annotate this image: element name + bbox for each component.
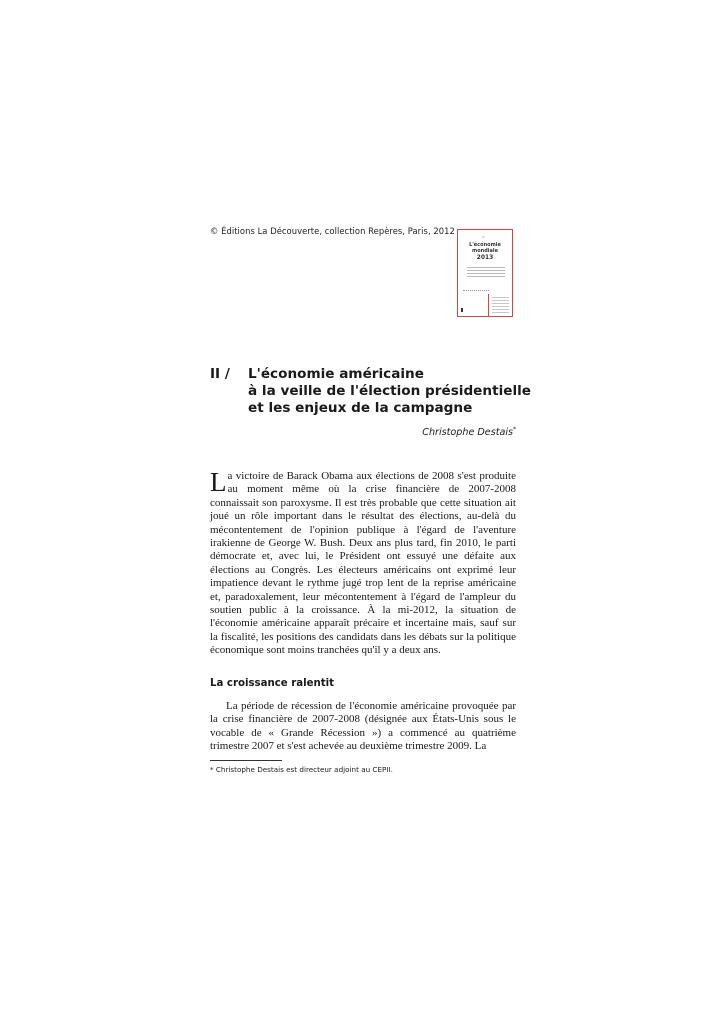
chapter-title-line: et les enjeux de la campagne (248, 400, 473, 416)
footnote: * Christophe Destais est directeur adjoint au CEPII. (210, 765, 393, 774)
section-heading: La croissance ralentit (210, 678, 335, 689)
author-footnote-marker: * (513, 426, 516, 433)
cover-title-line-1: L'économie (469, 242, 501, 248)
cover-dotted-line (463, 290, 489, 293)
intro-paragraph-text: a victoire de Barack Obama aux élections de 2008 s'est produite au moment même où la crise financière de 2007-2008 connaissait son paroxysme. Il est très probable que cette situation ait joué un rôle important dans le résultat des élections, au-delà du mécontentement de l'opinion publique à l'égard de l'aventure irakienne de George W. Bush. Deux ans plus tard, fin 2010, le parti démocrate et, avec lui, le Président ont essuyé une défaite aux élections au Congrès. Les électeurs américains ont exprimé leur impatience devant le rythme jugé trop lent de la reprise américaine et, paradoxalement, leur mécontentement à l'égard de l'ampleur du soutien public à la croissance. À la mi-2012, la situation de l'économie américaine apparaît précaire et incertaine mais, sauf sur la fiscalité, les positions des candidats dans les débats sur la politique économique sont moins tranchées qu'il y a deux ans. (210, 470, 516, 657)
book-cover-thumbnail (457, 229, 513, 317)
author-name: Christophe Destais (422, 427, 513, 439)
cover-contents-lines (492, 297, 509, 315)
intro-paragraph (210, 467, 516, 658)
publisher-logo-icon (461, 308, 463, 312)
chapter-title-line: à la veille de l'élection présidentielle (248, 383, 531, 399)
cover-series-mark: ▭ (482, 235, 485, 239)
cover-title-line-3: 2013 (476, 254, 494, 261)
cover-red-bar (488, 294, 489, 316)
chapter-number: II / (210, 366, 230, 382)
cover-text-lines (467, 267, 505, 279)
chapter-title-line: L'économie américaine (248, 366, 424, 382)
chapter-title (248, 366, 538, 417)
section-paragraph-text: La période de récession de l'économie américaine provoquée par la crise financière de 2007-2008 (désignée aux États-Unis sous le vocable de « Grande Récession ») a commencé au quatrième trimestre 2007 et s'est achevée au deuxième trimestre 2009. La (210, 700, 516, 753)
drop-cap: L (210, 467, 227, 497)
copyright-notice: © Éditions La Découverte, collection Repères, Paris, 2012 (210, 226, 455, 236)
cover-title-line-2: mondiale (472, 248, 498, 254)
section-paragraph (210, 700, 516, 754)
footnote-divider (210, 760, 282, 761)
chapter-author (422, 426, 516, 438)
